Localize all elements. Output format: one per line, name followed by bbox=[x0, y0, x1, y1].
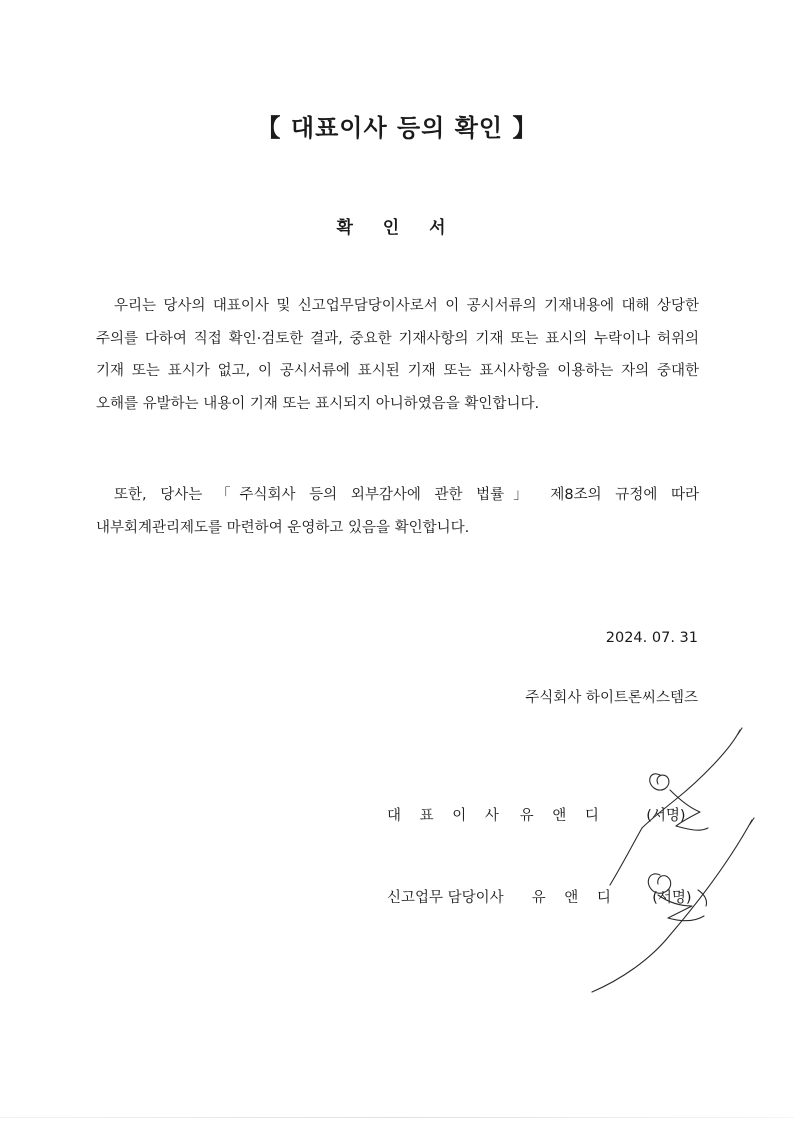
signer-name: 유 앤 디 bbox=[519, 808, 599, 824]
signature-seal-label: (서명) bbox=[646, 808, 686, 824]
confirmation-paragraph-1: 우리는 당사의 대표이사 및 신고업무담당이사로서 이 공시서류의 기재내용에 대해 상당한 주의를 다하여 직접 확인·검토한 결과, 중요한 기재사항의 기재 또는 표시의 누락이나 허위의 기재 또는 표시가 없고, 이 공시서류에 표시된 기재 또는 표시사항을 이용하는 자의 중대한 오해를 유발하는 내용이 기재 또는 표시되지 아니하였음을 확인합니다. bbox=[96, 298, 699, 412]
signer-role: 대 표 이 사 bbox=[387, 808, 499, 824]
handwritten-signature-icon bbox=[580, 720, 770, 1000]
signature-seal-label: (서명) bbox=[652, 890, 692, 906]
scan-edge-line bbox=[0, 1117, 794, 1118]
signer-name: 유 앤 디 bbox=[531, 890, 611, 906]
document-subtitle: 확 인 서 bbox=[336, 218, 458, 238]
company-name: 주식회사 하이트론씨스템즈 bbox=[525, 690, 698, 706]
document-date: 2024. 07. 31 bbox=[605, 630, 698, 646]
document-title: 【 대표이사 등의 확인 】 bbox=[256, 114, 538, 142]
confirmation-paragraph-2: 또한, 당사는 「주식회사 등의 외부감사에 관한 법률」 제8조의 규정에 따라 내부회계관리제도를 마련하여 운영하고 있음을 확인합니다. bbox=[96, 487, 699, 536]
signer-role: 신고업무 담당이사 bbox=[387, 890, 504, 906]
